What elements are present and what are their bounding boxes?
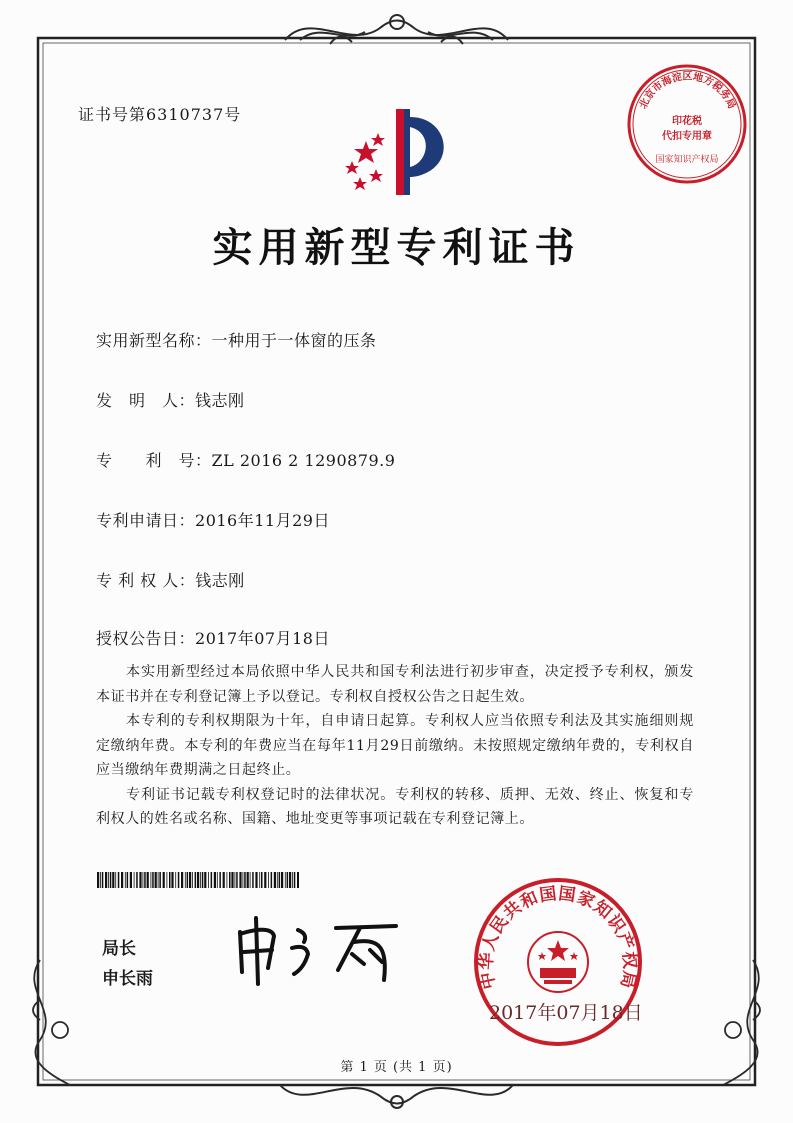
barcode xyxy=(97,872,299,888)
field-grant-date xyxy=(96,626,330,649)
barcode-bar xyxy=(231,872,233,888)
field-label: 专 利 权 人： xyxy=(96,571,196,590)
tax-stamp xyxy=(625,62,750,187)
barcode-bar xyxy=(125,872,126,888)
barcode-bar xyxy=(197,872,199,888)
barcode-bar xyxy=(297,872,299,888)
barcode-bar xyxy=(110,872,112,888)
field-value: 一种用于一体窗的压条 xyxy=(211,331,377,350)
field-filing-date xyxy=(96,508,330,531)
barcode-bar xyxy=(171,872,173,888)
field-value: 2016年11月29日 xyxy=(195,511,330,530)
barcode-bar xyxy=(252,872,254,888)
barcode-bar xyxy=(121,872,123,888)
barcode-bar xyxy=(247,872,249,888)
director-signature xyxy=(228,910,408,990)
field-label: 专利申请日： xyxy=(96,511,196,530)
barcode-bar xyxy=(211,872,213,888)
barcode-bar xyxy=(159,872,161,888)
barcode-bar xyxy=(285,872,286,888)
barcode-bar xyxy=(175,872,176,888)
barcode-bar xyxy=(108,872,109,888)
field-label: 授权公告日： xyxy=(96,629,196,648)
barcode-bar xyxy=(229,872,231,888)
top-ornament xyxy=(285,15,508,44)
barcode-bar xyxy=(281,872,283,888)
barcode-bar xyxy=(192,872,193,888)
barcode-bar xyxy=(155,872,157,888)
barcode-bar xyxy=(279,872,281,888)
field-label: 专 利 号： xyxy=(96,451,212,470)
barcode-bar xyxy=(139,872,141,888)
field-utility-name xyxy=(96,328,377,351)
barcode-bar xyxy=(151,872,152,888)
barcode-bar xyxy=(223,872,225,888)
barcode-bar xyxy=(102,872,104,888)
barcode-bar xyxy=(214,872,216,888)
barcode-bar xyxy=(189,872,191,888)
barcode-bar xyxy=(202,872,204,888)
certificate-number: 证书号第6310737号 xyxy=(78,105,242,124)
barcode-bar xyxy=(264,872,266,888)
legal-text xyxy=(96,660,694,832)
barcode-bar xyxy=(217,872,218,888)
barcode-bar xyxy=(169,872,171,888)
tax-stamp-line1: 印花税 xyxy=(672,116,702,127)
bottom-ornament xyxy=(280,1085,513,1108)
barcode-bar xyxy=(181,872,183,888)
seal-ring-text: 中华人民共和国国家知识产权局 xyxy=(476,883,640,991)
barcode-bar xyxy=(274,872,276,888)
legal-paragraph: 本实用新型经过本局依照中华人民共和国专利法进行初步审查，决定授予专利权，颁发本证书并在专利登记簿上予以登记。专利权自授权公告之日起生效。 xyxy=(96,664,694,705)
barcode-bar xyxy=(292,872,293,888)
barcode-bar xyxy=(204,872,206,888)
barcode-bar xyxy=(130,872,132,888)
barcode-bar xyxy=(277,872,278,888)
field-patentee xyxy=(96,568,245,591)
barcode-bar xyxy=(208,872,209,888)
field-label: 发 明 人： xyxy=(96,391,196,410)
barcode-bar xyxy=(195,872,197,888)
director-name: 申长雨 xyxy=(102,969,153,989)
field-label: 实用新型名称： xyxy=(96,331,212,350)
field-value: 2017年07月18日 xyxy=(195,629,330,648)
tax-stamp-line2: 代扣专用章 xyxy=(662,131,712,142)
barcode-bar xyxy=(127,872,129,888)
barcode-bar xyxy=(255,872,257,888)
barcode-bar xyxy=(143,872,144,888)
barcode-bar xyxy=(261,872,263,888)
field-patent-number xyxy=(96,448,395,471)
barcode-bar xyxy=(235,872,236,888)
barcode-bar xyxy=(152,872,154,888)
barcode-bar xyxy=(271,872,273,888)
barcode-bar xyxy=(289,872,291,888)
barcode-bar xyxy=(134,872,135,888)
barcode-bar xyxy=(167,872,168,888)
barcode-bar xyxy=(158,872,159,888)
barcode-bar xyxy=(163,872,165,888)
barcode-bar xyxy=(100,872,101,888)
legal-paragraph: 本专利的专利权期限为十年，自申请日起算。专利权人应当依照专利法及其实施细则规定缴纳年费。本专利的年费应当在每年11月29日前缴纳。未按照规定缴纳年费的，专利权自应当缴纳年费期满之日起终止。 xyxy=(96,713,694,778)
barcode-bar xyxy=(239,872,241,888)
barcode-bar xyxy=(187,872,189,888)
director-title: 局长 xyxy=(102,939,136,959)
cnipa-logo xyxy=(338,103,462,201)
barcode-bar xyxy=(243,872,244,888)
seal-date: 2017年07月18日 xyxy=(489,1002,643,1024)
barcode-bar xyxy=(118,872,120,888)
barcode-bar xyxy=(144,872,146,888)
field-inventor xyxy=(96,388,245,411)
barcode-bar xyxy=(250,872,251,888)
barcode-bar xyxy=(259,872,260,888)
barcode-bar xyxy=(136,872,138,888)
barcode-bar xyxy=(178,872,180,888)
field-value: 钱志刚 xyxy=(195,571,245,590)
barcode-bar xyxy=(268,872,269,888)
page-number: 第 1 页 (共 1 页) xyxy=(340,1060,453,1075)
certificate-title: 实用新型专利证书 xyxy=(212,224,581,271)
barcode-bar xyxy=(227,872,228,888)
barcode-bar xyxy=(97,872,99,888)
barcode-bar xyxy=(105,872,107,888)
barcode-bar xyxy=(294,872,296,888)
barcode-bar xyxy=(244,872,246,888)
barcode-bar xyxy=(236,872,238,888)
barcode-bar xyxy=(219,872,221,888)
barcode-bar xyxy=(287,872,289,888)
barcode-bar xyxy=(115,872,116,888)
barcode-bar xyxy=(112,872,114,888)
national-emblem-icon xyxy=(528,932,588,992)
star-icon xyxy=(345,133,385,190)
field-value: 钱志刚 xyxy=(195,391,245,410)
barcode-bar xyxy=(147,872,149,888)
tax-stamp-bottom-text: 国家知识产权局 xyxy=(655,155,719,165)
barcode-bar xyxy=(200,872,201,888)
barcode-bar xyxy=(185,872,186,888)
legal-paragraph: 专利证书记载专利权登记时的法律状况。专利权的转移、质押、无效、终止、恢复和专利权人的姓名或名称、国籍、地址变更等事项记载在专利登记簿上。 xyxy=(96,786,694,827)
field-value: ZL 2016 2 1290879.9 xyxy=(211,451,396,470)
tax-stamp-ring-text: 北京市海淀区地方税务局 xyxy=(637,71,738,111)
